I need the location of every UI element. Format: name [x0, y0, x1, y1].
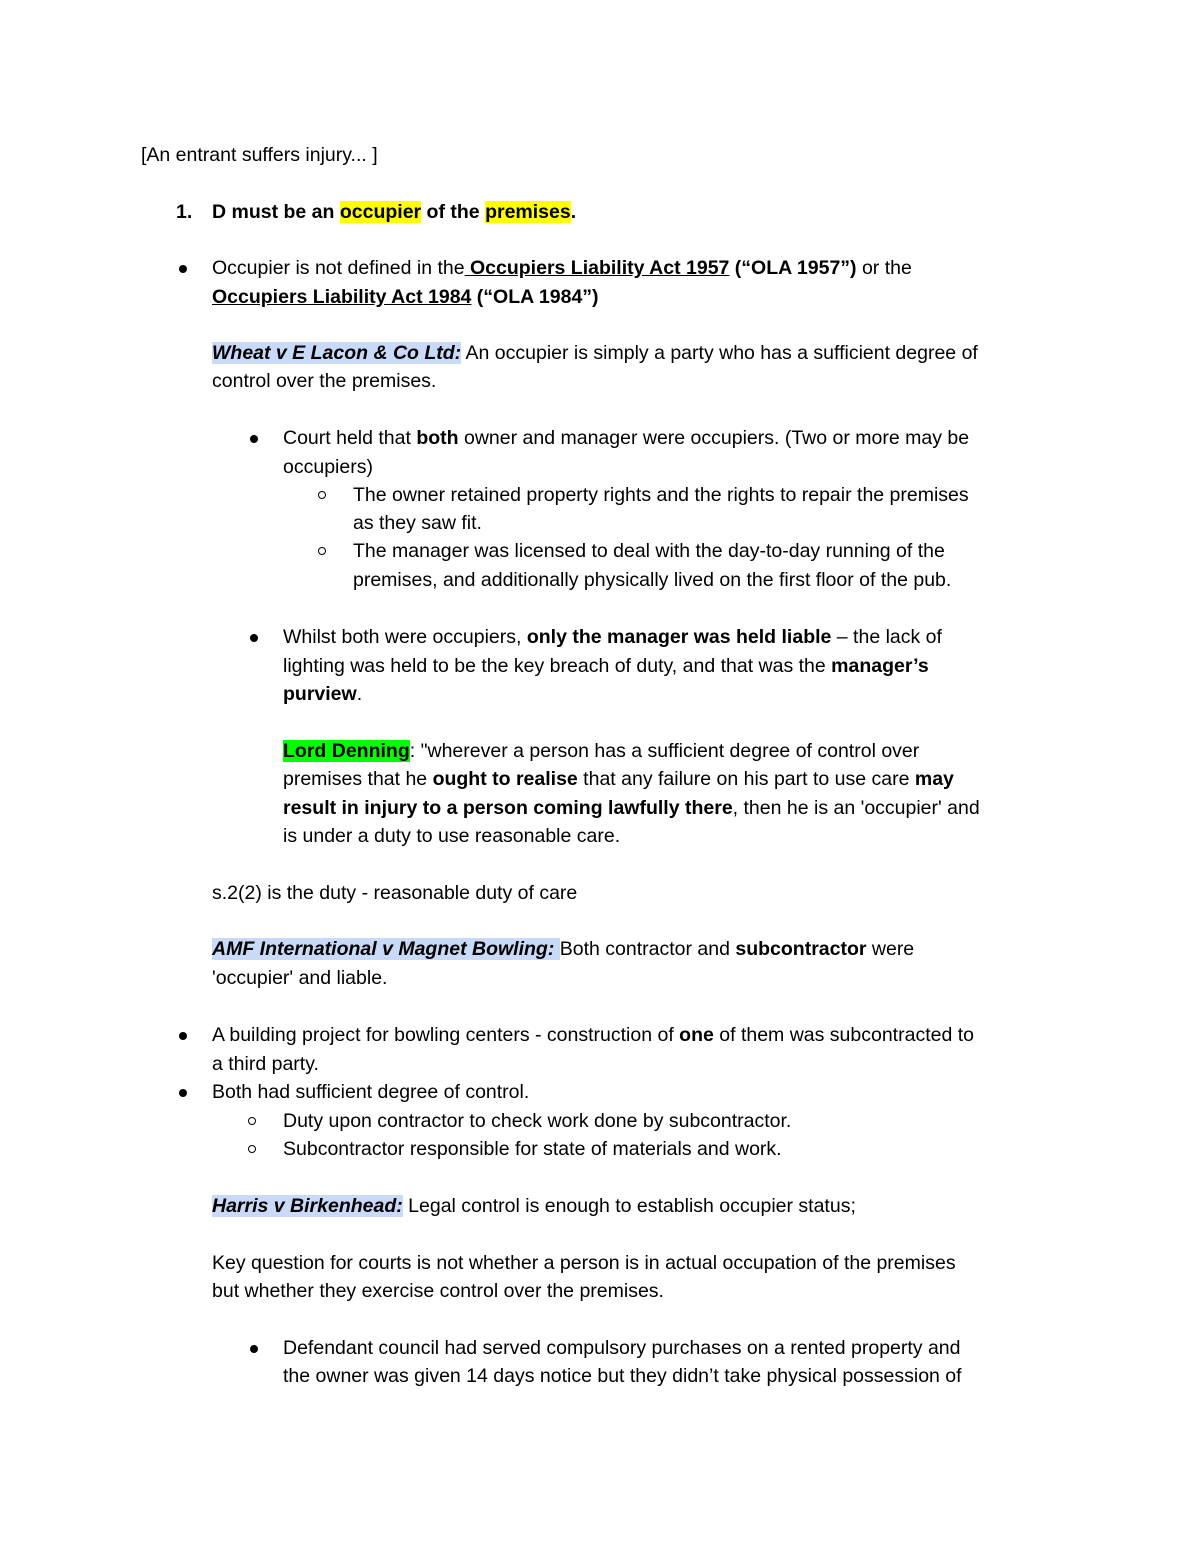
amf-line2: 'occupier' and liable.: [212, 967, 388, 989]
whilst-line1: Whilst both were occupiers, only the manager was held liable – the lack of: [283, 626, 942, 648]
bullet-disc: [179, 265, 187, 273]
keyq-line1: Key question for courts is not whether a person is in actual occupation of the premises: [212, 1252, 956, 1274]
keyq-line2: but whether they exercise control over the premises.: [212, 1280, 664, 1302]
case-name-harris: Harris v Birkenhead:: [212, 1195, 403, 1217]
court-line2: occupiers): [283, 456, 373, 478]
bullet-circle: [248, 1145, 256, 1153]
b1-line1: Occupier is not defined in the Occupiers Liability Act 1957 (“OLA 1957”) or the: [212, 257, 912, 279]
amf-line1: AMF International v Magnet Bowling: Both contractor and subcontractor were: [212, 938, 915, 960]
owner-line1: The owner retained property rights and the rights to repair the premises: [353, 484, 969, 506]
denning-line2: premises that he ought to realise that any failure on his part to use care may: [283, 768, 954, 790]
sub-responsible: Subcontractor responsible for state of materials and work.: [283, 1138, 782, 1160]
intro-text: [An entrant suffers injury... ]: [141, 144, 378, 166]
bowl-line2: a third party.: [212, 1053, 319, 1075]
bullet-disc: [179, 1032, 187, 1040]
ola-1957-act: Occupiers Liability Act 1957: [464, 257, 730, 279]
lord-denning-highlight: Lord Denning: [283, 740, 410, 762]
court-line1: Court held that both owner and manager were occupiers. (Two or more may be: [283, 427, 970, 449]
defendant-line1: Defendant council had served compulsory purchases on a rented property and: [283, 1337, 961, 1359]
heading-1: D must be an occupier of the premises.: [212, 201, 577, 223]
wheat-line1: Wheat v E Lacon & Co Ltd: An occupier is simply a party who has a sufficient degree of: [212, 342, 978, 364]
premises-highlight: premises: [485, 201, 571, 223]
bullet-disc: [250, 634, 258, 642]
bullet-disc: [179, 1089, 187, 1097]
denning-line3: result in injury to a person coming lawfully there, then he is an 'occupier' and: [283, 797, 980, 819]
ola-1984-act: Occupiers Liability Act 1984: [212, 286, 472, 308]
bullet-disc: [250, 1345, 258, 1353]
s22-text: s.2(2) is the duty - reasonable duty of care: [212, 882, 578, 904]
occupier-highlight: occupier: [339, 201, 422, 223]
case-name-amf: AMF International v Magnet Bowling:: [212, 938, 560, 960]
b1-line2: Occupiers Liability Act 1984 (“OLA 1984”): [212, 286, 599, 308]
owner-line2: as they saw fit.: [353, 512, 482, 534]
case-name-wheat: Wheat v E Lacon & Co Ltd:: [212, 342, 462, 364]
denning-line1: Lord Denning: "wherever a person has a sufficient degree of control over: [283, 740, 920, 762]
duty-upon: Duty upon contractor to check work done by subcontractor.: [283, 1110, 792, 1132]
whilst-line3: purview.: [283, 683, 363, 705]
bullet-circle: [248, 1117, 256, 1125]
bullet-circle: [318, 491, 326, 499]
denning-line4: is under a duty to use reasonable care.: [283, 825, 621, 847]
bowl-line1: A building project for bowling centers - construction of one of them was subcontracted to: [212, 1024, 974, 1046]
bullet-circle: [318, 547, 326, 555]
manager-line2: premises, and additionally physically lived on the first floor of the pub.: [353, 569, 952, 591]
both-sufficient: Both had sufficient degree of control.: [212, 1081, 530, 1103]
defendant-line2: the owner was given 14 days notice but they didn’t take physical possession of: [283, 1365, 962, 1387]
heading-number: 1.: [176, 201, 193, 223]
wheat-line2: control over the premises.: [212, 370, 437, 392]
bullet-disc: [250, 435, 258, 443]
manager-line1: The manager was licensed to deal with the day-to-day running of the: [353, 540, 945, 562]
harris-line: Harris v Birkenhead: Legal control is enough to establish occupier status;: [212, 1195, 856, 1217]
whilst-line2: lighting was held to be the key breach of duty, and that was the manager’s: [283, 655, 929, 677]
